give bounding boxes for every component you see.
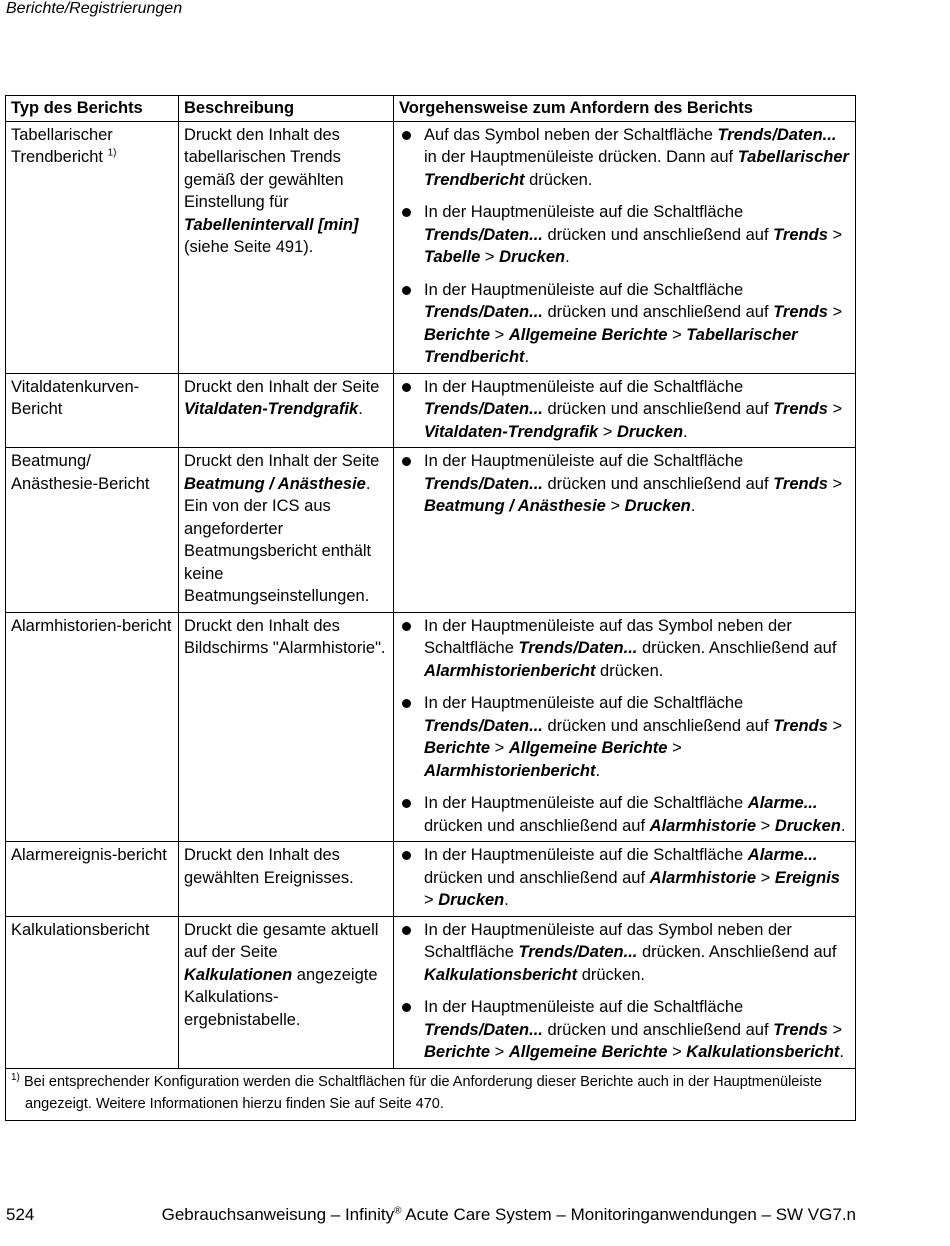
report-type: Alarmereignis-bericht (11, 846, 167, 864)
text-run: > (490, 1043, 509, 1061)
report-type-cell (6, 121, 179, 373)
report-type-cell (6, 916, 179, 1068)
text-run: drücken und anschließend auf (542, 1020, 774, 1039)
text-run: > (490, 325, 509, 344)
text-run: angezeigte Kalkulations-ergebnistabelle. (184, 965, 378, 1029)
text-run: (siehe Seite 491). (184, 238, 314, 256)
description-cell (179, 842, 394, 917)
description-cell (179, 121, 394, 373)
text-run: > (827, 303, 843, 321)
list-item (394, 201, 853, 269)
report-type-cell (6, 612, 179, 842)
text-run: . (840, 816, 846, 835)
text-run: . (504, 891, 509, 909)
text-run: > (756, 816, 775, 835)
procedure-list (394, 844, 853, 912)
ui-label: Drucken (438, 891, 505, 909)
ui-label: Drucken (499, 248, 566, 266)
text-run: In der Hauptmenüleiste auf die Schaltfläche (424, 846, 748, 864)
ui-label: Trends (773, 400, 828, 418)
footnote-text: Bei entsprechender Konfiguration werden die Schaltflächen für die Anforderung dieser Berichte auch in der Hauptmenüleiste angezeigt. Weitere Informationen hierzu finden Sie auf Seite 470. (23, 1073, 822, 1112)
table-row (6, 612, 856, 842)
ui-label: Berichte (424, 325, 491, 344)
procedure-list (394, 615, 853, 838)
ui-label: Trends/Daten... (424, 303, 543, 321)
text-run: . (690, 497, 696, 515)
list-item (394, 692, 853, 782)
bullet-icon (402, 383, 411, 392)
bullet-icon (402, 131, 411, 140)
text-run: drücken. Anschließend auf (637, 943, 837, 961)
ui-label: Tabellarischer Trendbericht (424, 325, 798, 366)
text-run: Druckt den Inhalt des gewählten Ereignisses. (184, 846, 354, 887)
text-run: > (598, 422, 618, 441)
ui-label: Drucken (617, 422, 684, 441)
list-item (394, 792, 853, 837)
text-run: In der Hauptmenüleiste auf das Symbol neben der Schaltfläche (424, 920, 792, 961)
ui-label: Allgemeine Berichte (508, 739, 668, 757)
text-run: In der Hauptmenüleiste auf die Schaltfläche (424, 203, 744, 221)
footnote-cell (6, 1068, 856, 1120)
report-type-cell (6, 448, 179, 613)
ui-label: Kalkulationen (184, 965, 293, 984)
procedure-cell (394, 373, 856, 448)
text-run: Druckt den Inhalt des Bildschirms "Alarmhistorie". (184, 616, 386, 657)
text-run: In der Hauptmenüleiste auf die Schaltfläche (424, 452, 744, 470)
text-run: drücken und anschließend auf (542, 225, 774, 244)
text-run: > (827, 400, 843, 418)
column-header-procedure: Vorgehensweise zum Anfordern des Berichts (394, 96, 856, 122)
text-run: > (480, 248, 500, 266)
ui-label: Kalkulationsbericht (686, 1043, 840, 1061)
footnote-marker: 1) (11, 1071, 20, 1083)
registered-mark: ® (394, 1205, 402, 1217)
text-run: > (667, 739, 682, 757)
column-header-description: Beschreibung (179, 96, 394, 122)
text-run: . (839, 1043, 845, 1061)
bullet-icon (402, 699, 411, 708)
table-row (6, 448, 856, 613)
report-type: Alarmhistorien-bericht (11, 616, 172, 635)
ui-label: Beatmung / Anästhesie (424, 497, 606, 515)
footnote (11, 1071, 850, 1116)
text-run: drücken. Anschließend auf (637, 639, 837, 657)
text-run: > (667, 1043, 687, 1061)
ui-label: Alarme... (747, 794, 818, 812)
ui-label: Tabelle (424, 248, 481, 266)
text-run: drücken. (524, 170, 593, 189)
ui-label: Tabellarischer Trendbericht (424, 148, 849, 189)
bullet-icon (402, 286, 411, 295)
list-item (394, 615, 853, 683)
bullet-icon (402, 622, 411, 631)
list-item (394, 279, 853, 369)
ui-label: Trends/Daten... (518, 943, 638, 961)
ui-label: Drucken (624, 497, 691, 515)
text-run: drücken und anschließend auf (424, 868, 650, 887)
report-type: Kalkulationsbericht (11, 920, 150, 939)
table-row (6, 916, 856, 1068)
ui-label: Trends/Daten... (518, 639, 638, 657)
text-run: In der Hauptmenüleiste auf die Schaltfläche (424, 280, 744, 299)
table-row (6, 373, 856, 448)
text-run: > (424, 891, 439, 909)
procedure-list (394, 124, 853, 369)
report-type-cell (6, 373, 179, 448)
text-run: In der Hauptmenüleiste auf die Schaltfläche (424, 694, 744, 712)
ui-label: Allgemeine Berichte (508, 1043, 668, 1061)
ui-label: Trends (773, 1020, 828, 1039)
text-run: > (827, 225, 843, 244)
ui-label: Alarmhistorienbericht (424, 661, 596, 680)
table-header-row (6, 96, 856, 122)
report-type-cell (6, 842, 179, 917)
procedure-list (394, 450, 853, 518)
ui-label: Trends (773, 716, 828, 735)
procedure-list (394, 376, 853, 444)
ui-label: Trends/Daten... (717, 125, 837, 144)
text-run: Auf das Symbol neben der Schaltfläche (424, 125, 718, 144)
ui-label: Trends/Daten... (424, 1020, 543, 1039)
text-run: In der Hauptmenüleiste auf das Symbol neben der Schaltfläche (424, 616, 792, 657)
ui-label: Trends/Daten... (424, 225, 543, 244)
page-number: 524 (6, 1205, 35, 1224)
table-row (6, 121, 856, 373)
text-run: > (490, 739, 509, 757)
text-run: . (565, 248, 570, 266)
text-run: In der Hauptmenüleiste auf die Schaltfläche (424, 377, 744, 396)
ui-label: Trends/Daten... (424, 716, 543, 735)
bullet-icon (402, 926, 411, 935)
procedure-cell (394, 612, 856, 842)
text-run: Druckt den Inhalt des tabellarischen Trends gemäß der gewählten Einstellung für (184, 125, 344, 211)
reports-table (5, 95, 856, 1121)
list-item (394, 844, 853, 912)
document-title-end: Acute Care System – Monitoringanwendungen – SW VG7.n (401, 1205, 856, 1224)
ui-label: Alarmhistorie (649, 868, 757, 887)
bullet-icon (402, 1003, 411, 1012)
ui-label: Ereignis (774, 868, 840, 887)
text-run: In der Hauptmenüleiste auf die Schaltfläche (424, 998, 744, 1016)
text-run: > (756, 868, 775, 887)
bullet-icon (402, 208, 411, 217)
text-run: drücken und anschließend auf (542, 400, 774, 418)
ui-label: Trends/Daten... (424, 400, 543, 418)
description-cell (179, 612, 394, 842)
text-run: > (827, 474, 843, 493)
text-run: Druckt den Inhalt der Seite (184, 452, 380, 470)
text-run: Druckt den Inhalt der Seite (184, 377, 380, 396)
description-cell (179, 448, 394, 613)
text-run: > (827, 716, 843, 735)
text-run: > (605, 497, 625, 515)
procedure-list (394, 919, 853, 1064)
text-run: drücken. (595, 661, 664, 680)
procedure-cell (394, 121, 856, 373)
procedure-cell (394, 916, 856, 1068)
ui-label: Vitaldaten-Trendgrafik (424, 422, 599, 441)
ui-label: Berichte (424, 739, 491, 757)
description-cell (179, 373, 394, 448)
description-cell (179, 916, 394, 1068)
list-item (394, 124, 853, 192)
text-run: . (683, 422, 688, 441)
text-run: . (358, 400, 363, 418)
ui-label: Trends/Daten... (424, 474, 543, 493)
ui-label: Trends (773, 474, 828, 493)
running-head: Berichte/Registrierungen (6, 0, 183, 17)
text-run: drücken und anschließend auf (542, 716, 774, 735)
text-run: . (595, 761, 601, 780)
report-type: Beatmung/ Anästhesie-Bericht (11, 452, 150, 493)
text-run: drücken und anschließend auf (542, 474, 774, 493)
document-title (162, 1205, 856, 1225)
column-header-type: Typ des Berichts (6, 96, 179, 122)
text-run: In der Hauptmenüleiste auf die Schaltfläche (424, 794, 748, 812)
text-run: > (667, 325, 687, 344)
table-row (6, 842, 856, 917)
ui-label: Vitaldaten-Trendgrafik (184, 400, 359, 418)
list-item (394, 919, 853, 987)
ui-label: Trends (773, 225, 828, 244)
table-body (6, 121, 856, 1068)
bullet-icon (402, 851, 411, 860)
ui-label: Beatmung / Anästhesie (184, 474, 366, 493)
ui-label: Allgemeine Berichte (508, 325, 668, 344)
text-run: > (827, 1020, 843, 1039)
text-run: . (524, 348, 530, 366)
ui-label: Alarme... (747, 846, 818, 864)
ui-label: Alarmhistorie (649, 816, 757, 835)
footnote-row (6, 1068, 856, 1120)
ui-label: Drucken (774, 816, 841, 835)
ui-label: Berichte (424, 1043, 491, 1061)
ui-label: Kalkulationsbericht (424, 965, 578, 984)
text-run: drücken und anschließend auf (424, 816, 650, 835)
list-item (394, 376, 853, 444)
ui-label: Alarmhistorienbericht (424, 761, 596, 780)
document-title-start: Gebrauchsanweisung – Infinity (161, 1205, 395, 1224)
text-run: Druckt die gesamte aktuell auf der Seite (184, 920, 379, 961)
bullet-icon (402, 799, 411, 808)
text-run: drücken und anschließend auf (542, 303, 774, 321)
text-run: drücken. (577, 965, 645, 984)
bullet-icon (402, 457, 411, 466)
list-item (394, 450, 853, 518)
ui-label: Trends (773, 303, 828, 321)
ui-label: Tabellenintervall [min] (184, 215, 359, 234)
report-type: Vitaldatenkurven-Bericht (11, 377, 140, 418)
list-item (394, 996, 853, 1064)
text-run: in der Hauptmenüleiste drücken. Dann auf (424, 148, 738, 166)
procedure-cell (394, 448, 856, 613)
text-run: . Ein von der ICS aus angeforderter Beatmungsbericht enthält keine Beatmungseinstellungen. (184, 474, 372, 605)
procedure-cell (394, 842, 856, 917)
footnote-reference: 1) (107, 147, 117, 159)
report-type: Tabellarischer Trendbericht (11, 125, 113, 166)
